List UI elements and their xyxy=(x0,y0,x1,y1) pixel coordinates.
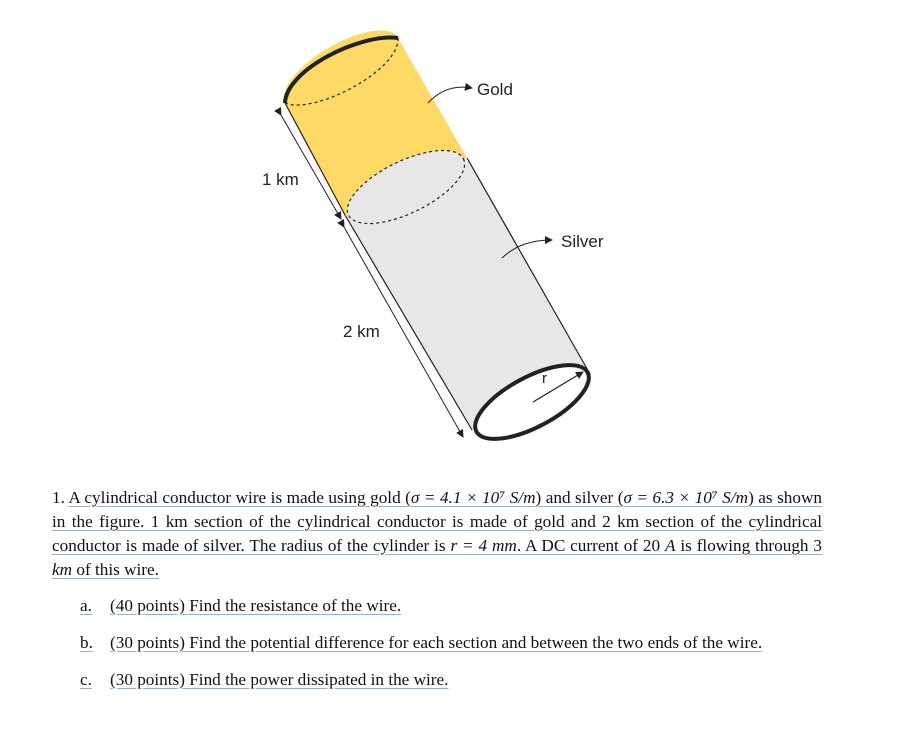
question-c-text: (30 points) Find the power dissipated in the wire. xyxy=(110,670,449,689)
gold-length-label: 1 km xyxy=(262,170,299,189)
question-list xyxy=(80,596,762,707)
question-b xyxy=(80,633,762,670)
problem-statement xyxy=(52,486,822,582)
problem-text-4: . A DC current of 20 xyxy=(516,536,665,555)
current-unit: A xyxy=(664,536,676,555)
silver-label: Silver xyxy=(561,232,604,251)
gold-leader-arrow xyxy=(428,87,472,103)
problem-number: 1. xyxy=(52,488,65,507)
question-c xyxy=(80,670,762,707)
problem-text-6: of this wire. xyxy=(72,560,159,579)
radius-value: r = 4 mm xyxy=(450,536,517,555)
problem-text-3: ) as shown in the figure. 1 km section of the cylindrical conductor is made of gold and 2 km section of the cylindrical conductor is made of silver. The radius of the cylinder is xyxy=(52,488,822,555)
question-b-marker: b. xyxy=(80,633,93,652)
question-a xyxy=(80,596,762,633)
question-c-marker: c. xyxy=(80,670,92,689)
question-a-marker: a. xyxy=(80,596,92,615)
question-a-text: (40 points) Find the resistance of the wire. xyxy=(110,596,402,615)
silver-conductivity: σ = 6.3 × 10⁷ S/m xyxy=(623,488,749,507)
length-unit: km xyxy=(52,560,73,579)
problem-text-1: A cylindrical conductor wire is made using gold ( xyxy=(68,488,411,507)
gold-conductivity: σ = 4.1 × 10⁷ S/m xyxy=(410,488,536,507)
gold-label: Gold xyxy=(477,80,513,99)
question-b-text: (30 points) Find the potential difference for each section and between the two ends of the wire. xyxy=(110,633,763,652)
silver-length-label: 2 km xyxy=(343,322,380,341)
problem-paragraph xyxy=(52,486,822,582)
problem-text-2: ) and silver ( xyxy=(535,488,624,507)
problem-text-5: is flowing through 3 xyxy=(675,536,823,555)
radius-label: r xyxy=(542,370,547,387)
